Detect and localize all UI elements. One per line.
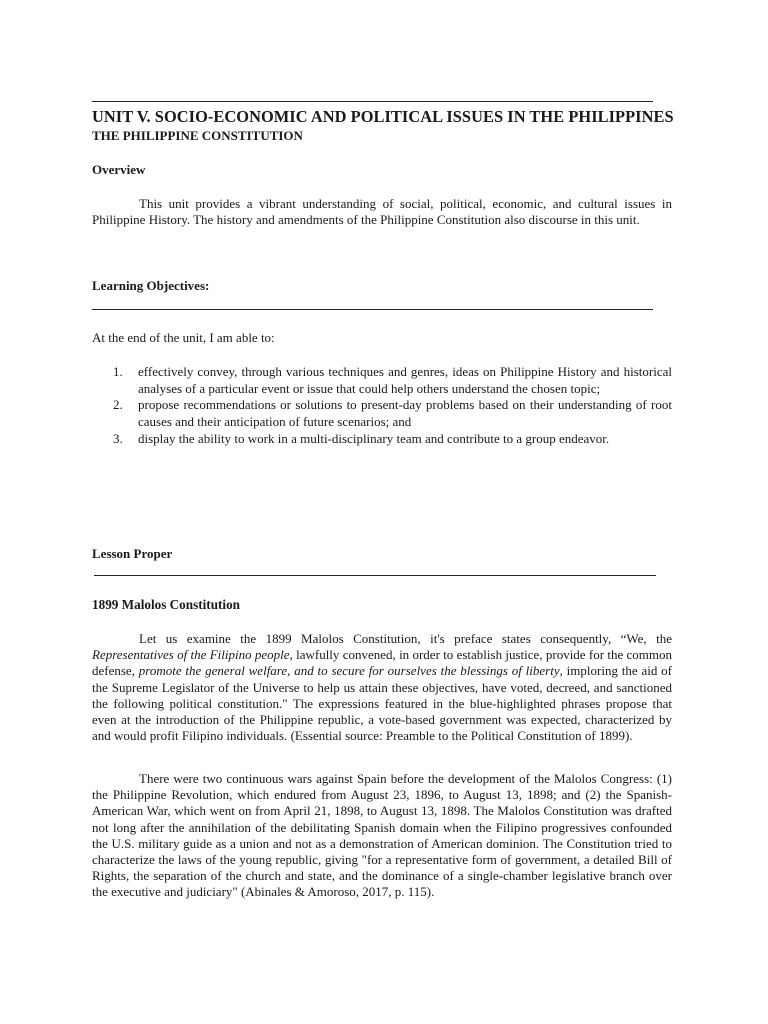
italic-phrase: promote the general welfare, and to secure for ourselves the blessings of liberty — [138, 663, 560, 679]
list-number: 1. — [113, 364, 123, 379]
list-number: 3. — [113, 430, 123, 446]
list-item-text: propose recommendations or solutions to present-day problems based on their understanding of root causes and their anticipation of future scenarios; and — [138, 397, 672, 430]
unit-title: UNIT V. SOCIO-ECONOMIC AND POLITICAL ISSUES IN THE PHILIPPINES — [92, 107, 674, 126]
text-run: Let us examine the 1899 Malolos Constitution, it's preface states consequently, “We, the — [139, 631, 672, 646]
list-item — [92, 431, 672, 448]
text-run: , lawfully convened, in order to establish justice, provide for the common defense, — [92, 647, 672, 679]
top-rule — [92, 101, 653, 102]
lesson-proper-heading: Lesson Proper — [92, 546, 173, 561]
section-heading: 1899 Malolos Constitution — [92, 597, 241, 612]
malolos-paragraph-1 — [92, 631, 672, 744]
subtitle: THE PHILIPPINE CONSTITUTION — [92, 128, 303, 143]
lesson-proper-rule — [94, 575, 656, 576]
italic-phrase: Representatives of the Filipino people — [92, 647, 290, 663]
overview-paragraph: This unit provides a vibrant understanding of social, political, economic, and cultural issues in Philippine History. The history and amendments of the Philippine Constitution also discourse in this unit. — [92, 196, 672, 228]
overview-heading: Overview — [92, 162, 146, 177]
list-item — [92, 397, 672, 430]
list-number: 2. — [113, 397, 123, 413]
list-item — [92, 364, 672, 397]
list-item-text: display the ability to work in a multi-disciplinary team and contribute to a group endeavor. — [138, 430, 610, 446]
malolos-paragraph-2: There were two continuous wars against Spain before the development of the Malolos Congress: (1) the Philippine Revolution, which endured from August 23, 1896, to August 13, 1898; and (2) the Spanish-American War, which went on from April 21, 1898, to August 13, 1898. The Malolos Constitution was drafted not long after the annihilation of the debilitating Spanish domain when the Filipino progressives confounded the U.S. military guide as a union and not as a demonstration of American dominion. The Constitution tried to characterize the laws of the young republic, giving "for a representative form of government, a detailed Bill of Rights, the separation of the church and state, and the dominance of a single-chamber legislative branch over the executive and judiciary" (Abinales & Amoroso, 2017, p. 115). — [92, 771, 672, 900]
objectives-list — [92, 364, 672, 448]
objectives-intro: At the end of the unit, I am able to: — [92, 330, 275, 345]
list-item-text: effectively convey, through various techniques and genres, ideas on Philippine History and historical analyses of a particular event or issue that could help others understand the chosen topic; — [138, 364, 672, 396]
learning-objectives-rule — [92, 309, 653, 310]
text-run: , imploring the aid of the Supreme Legislator of the Universe to help us attain these objectives, have voted, decreed, and sanctioned the following political constitution." The expressions featured in the blue-highlighted phrases propose that even at the introduction of the Philippine republic, a vote-based government was expected, characterized by and would profit Filipino individuals. (Essential source: Preamble to the Political Constitution of 1899). — [92, 663, 672, 744]
learning-objectives-heading: Learning Objectives: — [92, 278, 210, 293]
